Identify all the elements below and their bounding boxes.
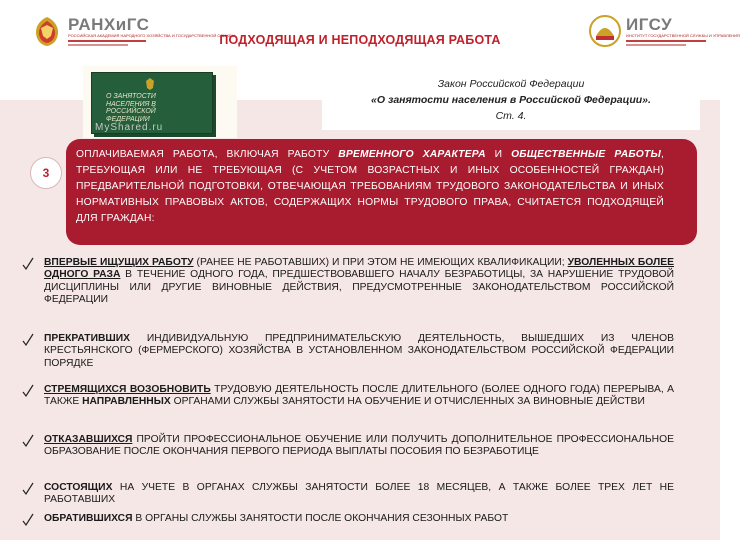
ranepa-logo-subtitle: РОССИЙСКАЯ АКАДЕМИЯ НАРОДНОГО ХОЗЯЙСТВА И ГОСУДАРСТВЕННОЙ СЛУЖБЫ	[68, 33, 236, 38]
list-item-text	[44, 333, 674, 370]
definition-part-1: ОПЛАЧИВАЕМАЯ РАБОТА, ВКЛЮЧАЯ РАБОТУ	[76, 149, 339, 160]
law-book-image	[83, 66, 237, 138]
section-number: 3	[30, 157, 62, 189]
checkmark-icon	[22, 333, 34, 347]
list-item-text	[44, 513, 674, 525]
igsu-logo-name: ИГСУ	[626, 15, 673, 34]
checkmark-icon	[22, 257, 34, 271]
list-item-text	[44, 482, 674, 507]
item-text: НА УЧЕТЕ В ОРГАНАХ СЛУЖБЫ ЗАНЯТОСТИ БОЛЕЕ 18 МЕСЯЦЕВ, А ТАКЖЕ БОЛЕЕ ТРЕХ ЛЕТ НЕ РАБОТАВШИХ	[44, 482, 674, 506]
page-title: ПОДХОДЯЩАЯ И НЕПОДХОДЯЩАЯ РАБОТА	[219, 33, 501, 47]
item-bold: ОТКАЗАВШИХСЯ	[44, 434, 133, 445]
law-line-3: Ст. 4.	[495, 110, 527, 122]
list-item-text	[44, 257, 674, 306]
item-bold: СТРЕМЯЩИХСЯ ВОЗОБНОВИТЬ	[44, 384, 211, 395]
watermark: MyShared.ru	[95, 122, 164, 133]
item-bold: ОБРАТИВШИХСЯ	[44, 513, 133, 524]
item-text: (РАНЕЕ НЕ РАБОТАВШИХ) И ПРИ ЭТОМ НЕ ИМЕЮЩИХ КВАЛИФИКАЦИИ;	[193, 257, 568, 268]
checkmark-icon	[22, 384, 34, 398]
item-bold: ПРЕКРАТИВШИХ	[44, 333, 131, 344]
definition-part-2: И	[485, 149, 512, 160]
item-text: ОРГАНАМИ СЛУЖБЫ ЗАНЯТОСТИ НА ОБУЧЕНИЕ И ОТЧИСЛЕННЫХ ЗА ВИНОВНЫЕ ДЕЙСТВИ	[170, 396, 645, 408]
item-text: ИНДИВИДУАЛЬНУЮ ПРЕДПРИНИМАТЕЛЬСКУЮ ДЕЯТЕЛЬНОСТЬ, ВЫШЕДШИХ ИЗ ЧЛЕНОВ КРЕСТЬЯНСКОГО (ФЕРМЕРСКОГО) ХОЗЯЙСТВА В УСТАНОВЛЕННОМ ЗАКОНОДАТЕЛЬСТВОМ РОССИЙСКОЙ ФЕДЕРАЦИИ ПОРЯДКЕ	[44, 333, 674, 369]
list-item-text	[44, 434, 674, 459]
law-reference	[322, 76, 700, 130]
item-bold: СОСТОЯЩИХ	[44, 482, 113, 493]
item-text: ПРОЙТИ ПРОФЕССИОНАЛЬНОЕ ОБУЧЕНИЕ ИЛИ ПОЛУЧИТЬ ДОПОЛНИТЕЛЬНОЕ ПРОФЕССИОНАЛЬНОЕ ОБРАЗОВАНИЕ ПОСЛЕ ОКОНЧАНИЯ ПЕРВОГО ПЕРИОДА ВЫПЛАТЫ ПОСОБИЯ ПО БЕЗРАБОТИЦЕ	[44, 434, 674, 458]
law-line-2: «О занятости населения в Российской Федерации».	[371, 94, 651, 106]
checkmark-icon	[22, 434, 34, 448]
item-text: В ОРГАНЫ СЛУЖБЫ ЗАНЯТОСТИ ПОСЛЕ ОКОНЧАНИЯ СЕЗОННЫХ РАБОТ	[132, 513, 509, 524]
definition-italic-2: ОБЩЕСТВЕННЫЕ РАБОТЫ	[511, 149, 661, 160]
item-bold: ВПЕРВЫЕ ИЩУЩИХ РАБОТУ	[44, 257, 194, 268]
item-bold: НАПРАВЛЕННЫХ	[82, 396, 171, 408]
definition-italic-1: ВРЕМЕННОГО ХАРАКТЕРА	[338, 149, 486, 160]
item-text: ТРУДОВУЮ ДЕЯТЕЛЬНОСТЬ ПОСЛЕ ДЛИТЕЛЬНОГО (БОЛЕЕ ОДНОГО ГОДА) ПЕРЕРЫВА, А ТАКЖЕ	[44, 384, 674, 408]
ranepa-logo-name: РАНХиГС	[68, 15, 150, 34]
book-emblem-icon	[142, 77, 158, 91]
checkmark-icon	[22, 482, 34, 496]
book-cover-text: О ЗАНЯТОСТИ НАСЕЛЕНИЯ В РОССИЙСКОЙ ФЕДЕРАЦИИ	[106, 93, 156, 123]
law-line-1: Закон Российской Федерации	[437, 78, 585, 90]
igsu-logo-subtitle: ИНСТИТУТ ГОСУДАРСТВЕННОЙ СЛУЖБЫ И УПРАВЛЕНИЯ	[626, 33, 740, 38]
checkmark-icon	[22, 513, 34, 527]
item-bold: УВОЛЕННЫХ БОЛЕЕ ОДНОГО РАЗА	[44, 257, 674, 281]
definition-text	[76, 147, 664, 227]
item-text: В ТЕЧЕНИЕ ОДНОГО ГОДА, ПРЕДШЕСТВОВАВШЕГО НАЧАЛУ БЕЗРАБОТИЦЫ, ЗА НАРУШЕНИЕ ТРУДОВОЙ ДИСЦИПЛИНЫ ИЛИ ДРУГИЕ ВИНОВНЫЕ ДЕЙСТВИЯ, ПРЕДУСМОТРЕННЫЕ ЗАКОНОДАТЕЛЬСТВОМ РОССИЙСКОЙ ФЕДЕРАЦИИ	[44, 269, 674, 305]
list-item-text	[44, 384, 674, 409]
definition-part-3: , ТРЕБУЮЩАЯ ИЛИ НЕ ТРЕБУЮЩАЯ (С УЧЕТОМ ВОЗРАСТНЫХ И ИНЫХ ОСОБЕННОСТЕЙ ГРАЖДАН) ПРЕДВАРИТЕЛЬНОЙ ПОДГОТОВКИ, ОТВЕЧАЮЩАЯ ТРЕБОВАНИЯМ ТРУДОВОГО ЗАКОНОДАТЕЛЬСТВА И ИНЫХ НОРМАТИВНЫХ ПРАВОВЫХ АКТОВ, СОДЕРЖАЩИХ НОРМЫ ТРУДОВОГО ПРАВА, СЧИТАЕТСЯ ПОДХОДЯЩЕЙ ДЛЯ ГРАЖДАН:	[76, 149, 664, 224]
